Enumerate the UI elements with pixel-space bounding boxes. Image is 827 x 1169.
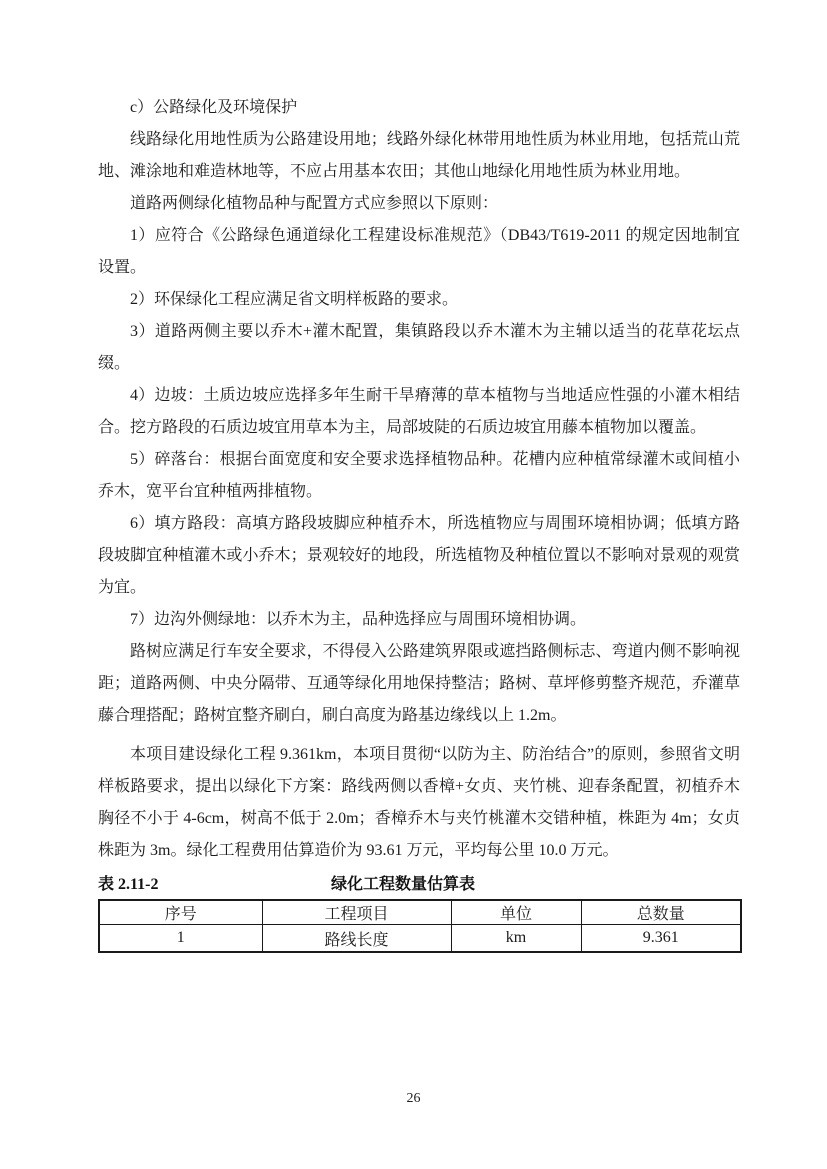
body-paragraph: 本项目建设绿化工程 9.361km，本项目贯彻“以防为主、防治结合”的原则，参照省文明样板路要求，提出以绿化下方案：路线两侧以香樟+女贞、夹竹桃、迎春条配置，初植乔木胸径不小于 4-6cm，树高不低于 2.0m；香樟乔木与夹竹桃灌木交错种植，株距为 4m；女贞株距为 3m。绿化工程费用估算造价为 93.61 万元，平均每公里 10.0 万元。 bbox=[98, 746, 740, 859]
table-caption-title: 绿化工程数量估算表 bbox=[330, 876, 475, 893]
table-cell-seq: 1 bbox=[99, 925, 262, 953]
list-item-1: 1）应符合《公路绿色通道绿化工程建设标准规范》（DB43/T619-2011 的规定因地制宜设置。 bbox=[98, 227, 740, 276]
list-item-6: 6）填方路段：高填方路段坡脚应种植乔木，所选植物应与周围环境相协调；低填方路段坡脚宜种植灌木或小乔木；景观较好的地段，所选植物及种植位置以不影响对景观的观赏为宜。 bbox=[98, 515, 740, 596]
list-item-2: 2）环保绿化工程应满足省文明样板路的要求。 bbox=[130, 291, 459, 308]
table-header-seq: 序号 bbox=[99, 900, 262, 925]
table-cell-total: 9.361 bbox=[581, 925, 741, 953]
body-paragraph: 线路绿化用地性质为公路建设用地；线路外绿化林带用地性质为林业用地，包括荒山荒地、滩涂地和难造林地等，不应占用基本农田；其他山地绿化用地性质为林业用地。 bbox=[98, 131, 740, 180]
list-item-7: 7）边沟外侧绿地：以乔木为主，品种选择应与周围环境相协调。 bbox=[130, 611, 587, 628]
list-item-3: 3）道路两侧主要以乔木+灌木配置，集镇路段以乔木灌木为主辅以适当的花草花坛点缀。 bbox=[98, 323, 740, 372]
greening-quantity-table bbox=[98, 899, 742, 953]
list-item-5: 5）碎落台：根据台面宽度和安全要求选择植物品种。花槽内应种植常绿灌木或间植小乔木，宽平台宜种植两排植物。 bbox=[98, 451, 740, 500]
table-caption-label: 表 2.11-2 bbox=[98, 876, 159, 893]
table-header-item: 工程项目 bbox=[262, 900, 451, 925]
page-content bbox=[98, 92, 740, 953]
table-header-unit: 单位 bbox=[451, 900, 581, 925]
body-paragraph: 道路两侧绿化植物品种与配置方式应参照以下原则： bbox=[130, 195, 499, 212]
section-heading: c）公路绿化及环境保护 bbox=[130, 99, 298, 116]
body-paragraph: 路树应满足行车安全要求，不得侵入公路建筑界限或遮挡路侧标志、弯道内侧不影响视距；道路两侧、中央分隔带、互通等绿化用地保持整洁；路树、草坪修剪整齐规范，乔灌草藤合理搭配；路树宜整齐刷白，刷白高度为路基边缘线以上 1.2m。 bbox=[98, 643, 740, 724]
table-row bbox=[99, 925, 741, 953]
list-item-4: 4）边坡：土质边坡应选择多年生耐干旱瘠薄的草本植物与当地适应性强的小灌木相结合。挖方路段的石质边坡宜用草本为主，局部坡陡的石质边坡宜用藤本植物加以覆盖。 bbox=[98, 387, 740, 436]
table-header-row bbox=[99, 900, 741, 925]
table-cell-unit: km bbox=[451, 925, 581, 953]
table-header-total: 总数量 bbox=[581, 900, 741, 925]
table-caption bbox=[98, 870, 740, 899]
table-cell-item: 路线长度 bbox=[262, 925, 451, 953]
page-number: 26 bbox=[406, 1091, 421, 1106]
